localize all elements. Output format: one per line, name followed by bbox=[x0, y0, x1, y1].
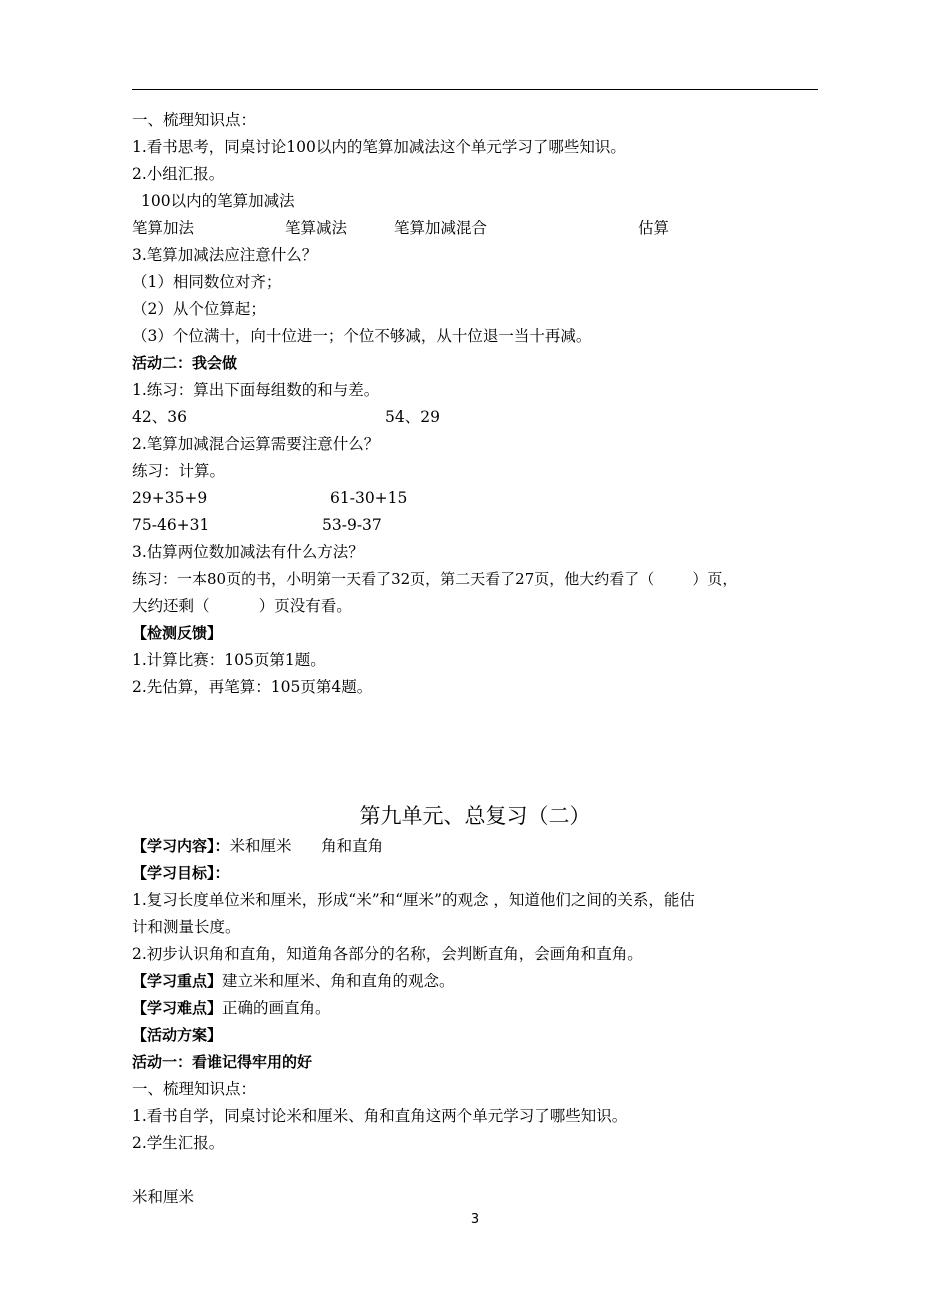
goal-label: 【学习目标】： bbox=[132, 864, 230, 882]
rule-2: （2）从个位算起； bbox=[132, 300, 266, 318]
exercise-1: 1.练习：算出下面每组数的和与差。 bbox=[132, 381, 380, 399]
step-group-report: 2.小组汇报。 bbox=[132, 165, 225, 183]
page-number: 3 bbox=[470, 1212, 480, 1227]
student-report: 2.学生汇报。 bbox=[132, 1134, 225, 1152]
content-label: 【学习内容】： bbox=[132, 837, 230, 855]
unit-title: 第九单元、总复习（二） bbox=[359, 804, 591, 828]
goal-2: 2.初步认识角和直角，知道角各部分的名称，会判断直角，会画角和直角。 bbox=[132, 945, 643, 963]
difficulty-value: 正确的画直角。 bbox=[222, 999, 331, 1017]
topic-mixed: 笔算加减混合 bbox=[394, 219, 488, 237]
activity-two-heading: 活动二：我会做 bbox=[132, 354, 238, 372]
feedback-2: 2.先估算，再笔算：105页第4题。 bbox=[132, 678, 373, 696]
activity-one-heading: 活动一：看谁记得牢用的好 bbox=[132, 1053, 313, 1071]
content-line bbox=[132, 836, 383, 856]
mixed-question: 2.笔算加减混合运算需要注意什么？ bbox=[132, 435, 380, 453]
topic-title: 100以内的笔算加减法 bbox=[141, 192, 295, 210]
difficulty-line bbox=[132, 998, 331, 1018]
content-value: 米和厘米 角和直角 bbox=[229, 837, 384, 855]
goal-1-cont: 计和测量长度。 bbox=[132, 918, 241, 936]
header-rule bbox=[132, 89, 818, 90]
key-label: 【学习重点】 bbox=[132, 972, 223, 990]
expr-2: 61-30+15 bbox=[330, 489, 408, 507]
expr-1: 29+35+9 bbox=[132, 489, 208, 507]
rule-1: （1）相同数位对齐； bbox=[132, 273, 282, 291]
practice-label: 练习：计算。 bbox=[132, 462, 226, 480]
pair-b: 54、29 bbox=[385, 408, 440, 426]
word-problem-line2: 大约还剩（ ）页没有看。 bbox=[132, 597, 352, 615]
sort-knowledge-heading: 一、梳理知识点： bbox=[132, 111, 257, 129]
pair-a: 42、36 bbox=[132, 408, 187, 426]
plan-label: 【活动方案】 bbox=[132, 1026, 223, 1044]
topic-subtract: 笔算减法 bbox=[285, 219, 348, 237]
feedback-heading: 【检测反馈】 bbox=[132, 624, 223, 642]
rule-3: （3）个位满十，向十位进一；个位不够减，从十位退一当十再减。 bbox=[132, 327, 592, 345]
topic-estimate: 估算 bbox=[638, 219, 670, 237]
meter-centimeter: 米和厘米 bbox=[132, 1188, 195, 1206]
estimate-question: 3.估算两位数加减法有什么方法？ bbox=[132, 543, 364, 561]
sort-knowledge-heading-2: 一、梳理知识点： bbox=[132, 1080, 257, 1098]
step-read-discuss: 1.看书思考，同桌讨论100以内的笔算加减法这个单元学习了哪些知识。 bbox=[132, 138, 626, 156]
key-line bbox=[132, 971, 455, 991]
key-value: 建立米和厘米、角和直角的观念。 bbox=[222, 972, 455, 990]
difficulty-label: 【学习难点】 bbox=[132, 999, 223, 1017]
goal-1: 1.复习长度单位米和厘米，形成“米”和“厘米”的观念 ，知道他们之间的关系，能估 bbox=[132, 891, 695, 909]
topic-add: 笔算加法 bbox=[132, 219, 195, 237]
expr-4: 53-9-37 bbox=[322, 516, 382, 534]
attention-question: 3.笔算加减法应注意什么？ bbox=[132, 246, 318, 264]
word-problem-line1: 练习：一本80页的书，小明第一天看了32页，第二天看了27页，他大约看了（ ）页， bbox=[132, 570, 738, 588]
feedback-1: 1.计算比赛：105页第1题。 bbox=[132, 651, 326, 669]
self-study-step: 1.看书自学，同桌讨论米和厘米、角和直角这两个单元学习了哪些知识。 bbox=[132, 1107, 628, 1125]
expr-3: 75-46+31 bbox=[132, 516, 210, 534]
